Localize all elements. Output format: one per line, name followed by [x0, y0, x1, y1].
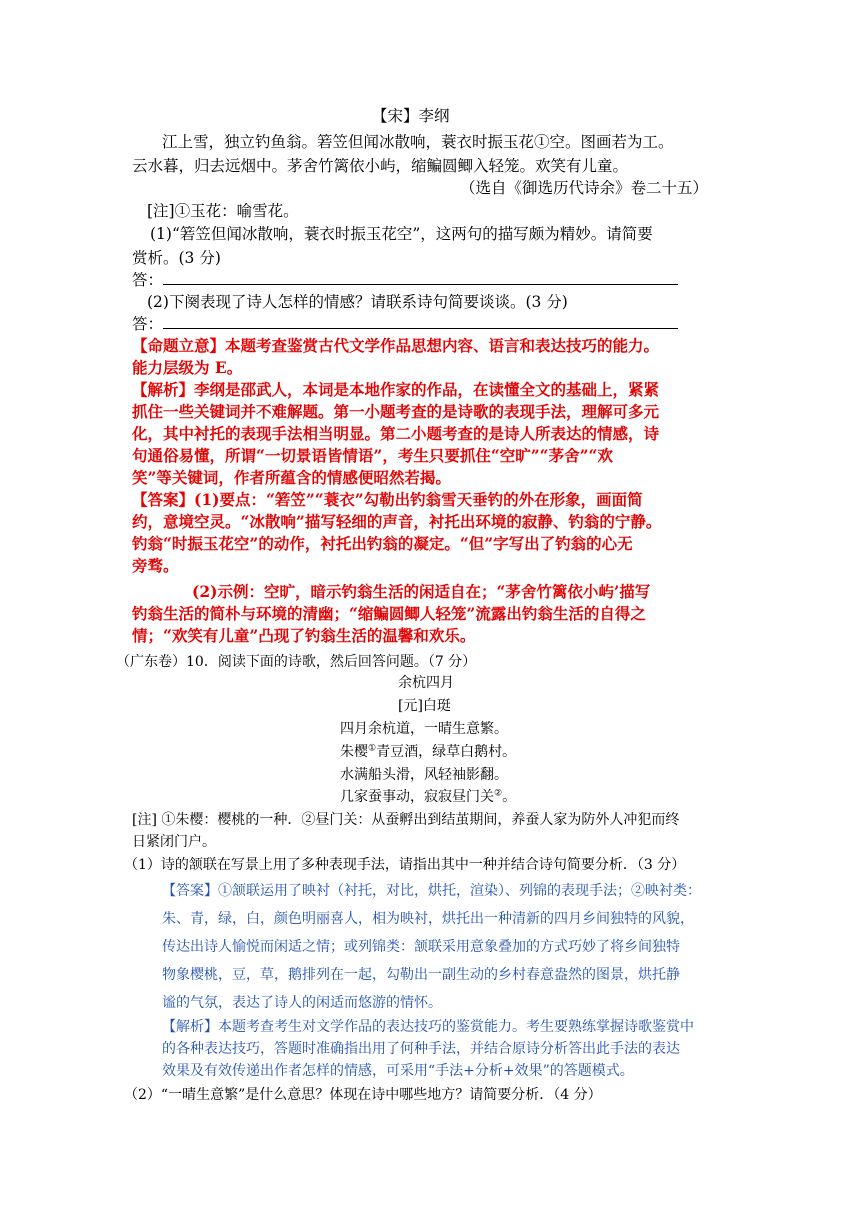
- question-text: (2)下阕表现了诗人怎样的情感？请联系诗句简要谈谈。(3 分): [147, 293, 568, 311]
- answer-blank[interactable]: [163, 314, 678, 329]
- answer-label: 答：: [132, 315, 164, 333]
- poem-line: 云水暮，归去远烟中。茅舍竹篱依小屿，缩鳊圆鲫入轻笼。欢笑有儿童。: [132, 157, 629, 175]
- answer-line: 【答案】①颔联运用了映衬（衬托，对比，烘托，渲染）、列锦的表现手法；②映衬类：: [162, 883, 701, 899]
- answer-line: (2)示例：空旷，暗示钓翁生活的闲适自在；“茅舍竹篱依小屿’描写: [192, 582, 651, 601]
- question-header: （广东卷）10．阅读下面的诗歌，然后回答问题。（7 分）: [116, 654, 477, 670]
- poem-title: 余杭四月: [398, 675, 454, 691]
- analysis-line: 笑”等关键词，作者所蕴含的情感便昭然若揭。: [132, 468, 451, 487]
- analysis-line: 【解析】本题考查考生对文学作品的表达技巧的鉴赏能力。考生要熟练掌握诗歌鉴赏中: [162, 1019, 694, 1035]
- footnote: [注] ①朱樱：樱桃的一种．②昼门关：从蚕孵出到结茧期间，养蚕人家为防外人冲犯而终: [132, 812, 680, 828]
- poem-title: 【宋】李纲: [372, 107, 450, 125]
- poem-line: 四月余杭道，一晴生意繁。: [340, 721, 508, 737]
- poem-text: 几家蚕事动，寂寂昼门关: [340, 789, 494, 805]
- answer-line: 谧的气氛，表达了诗人的闲适而悠游的情怀。: [162, 995, 442, 1011]
- answer-label: 答：: [132, 271, 164, 289]
- poem-line: 水满船头滑，风轻袖影翻。: [340, 767, 508, 783]
- answer-line: 旁骛。: [132, 556, 179, 575]
- poem-source: （选自《御选历代诗余》卷二十五）: [460, 179, 709, 197]
- question-text: (1)“箬笠但闻冰散响，蓑衣时振玉花空”，这两句的描写颇为精妙。请简要: [150, 225, 653, 243]
- footnote: [注]①玉花：喻雪花。: [147, 202, 299, 220]
- poem-line: 江上雪，独立钓鱼翁。箬笠但闻冰散响，蓑衣时振玉花①空。图画若为工。: [162, 133, 674, 151]
- analysis-line: 【解析】李纲是邵武人，本词是本地作家的作品，在读懂全文的基础上，紧紧: [132, 380, 660, 399]
- poem-line: [340, 786, 516, 806]
- answer-line: 钓翁生活的简朴与环境的清幽；“缩鳊圆鲫人轻笼”流露出钓翁生活的自得之: [132, 604, 646, 623]
- answer-line: 【答案】(1)要点：“箬笠”“蓑衣”勾勒出钓翁雪天垂钓的外在形象，画面简: [132, 490, 643, 509]
- analysis-line: 【命题立意】本题考查鉴赏古代文学作品思想内容、语言和表达技巧的能力。: [132, 336, 660, 355]
- analysis-line: 能力层级为 E。: [132, 358, 243, 377]
- answer-line: 情；“欢笑有儿童”凸现了钓翁生活的温馨和欢乐。: [132, 626, 476, 645]
- analysis-line: 抓住一些关键词并不难解题。第一小题考查的是诗歌的表现手法，理解可多元: [132, 402, 660, 421]
- answer-line: 钓翁“时振玉花空”的动作，衬托出钓翁的凝定。“但”字写出了钓翁的心无: [132, 534, 633, 553]
- answer-line: 约，意境空灵。“冰散响”描写轻细的声音，衬托出环境的寂静、钓翁的宁静。: [132, 512, 662, 531]
- poem-author: [元]白珽: [398, 698, 451, 714]
- poem-text: 。: [502, 789, 517, 805]
- poem-text: 青豆酒，绿草白鹅村。: [376, 744, 517, 760]
- question-text: （2）“一晴生意繁”是什么意思？体现在诗中哪些地方？请简要分析．（4 分）: [124, 1087, 602, 1103]
- analysis-line: 效果及有效传递出作者怎样的情感，可采用“手法+分析+效果”的答题模式。: [162, 1063, 634, 1079]
- answer-line: [132, 268, 678, 290]
- footnote-marker: ①: [368, 743, 377, 754]
- analysis-line: 句通俗易懂，所谓“一切景语皆情语”，考生只要抓住“空旷”“茅舍”“欢: [132, 446, 613, 465]
- analysis-line: 化，其中衬托的表现手法相当明显。第二小题考查的是诗人所表达的情感，诗: [132, 424, 660, 443]
- answer-line: [132, 312, 678, 334]
- question-text: 赏析。(3 分): [132, 249, 221, 267]
- footnote-marker: ②: [494, 788, 503, 799]
- footnote: 日紧闭门户。: [132, 834, 216, 850]
- answer-line: 朱、青，绿，白，颜色明丽喜人，相为映衬，烘托出一种清新的四月乡间独特的风貌，: [162, 911, 694, 927]
- poem-text: 朱樱: [340, 744, 368, 760]
- answer-line: 传达出诗人愉悦而闲适之情；或列锦类：颔联采用意象叠加的方式巧妙了将乡间独特: [162, 939, 680, 955]
- question-text: （1）诗的颔联在写景上用了多种表现手法，请指出其中一种并结合诗句简要分析．（3 分）: [124, 857, 686, 873]
- answer-line: 物象樱桃，豆，草，鹅排列在一起，勾勒出一副生动的乡村春意盎然的图景，烘托静: [162, 967, 680, 983]
- analysis-line: 的各种表达技巧，答题时准确指出用了何种手法，并结合原诗分析答出此手法的表达: [162, 1041, 680, 1057]
- answer-blank[interactable]: [163, 270, 678, 285]
- poem-line: [340, 741, 516, 761]
